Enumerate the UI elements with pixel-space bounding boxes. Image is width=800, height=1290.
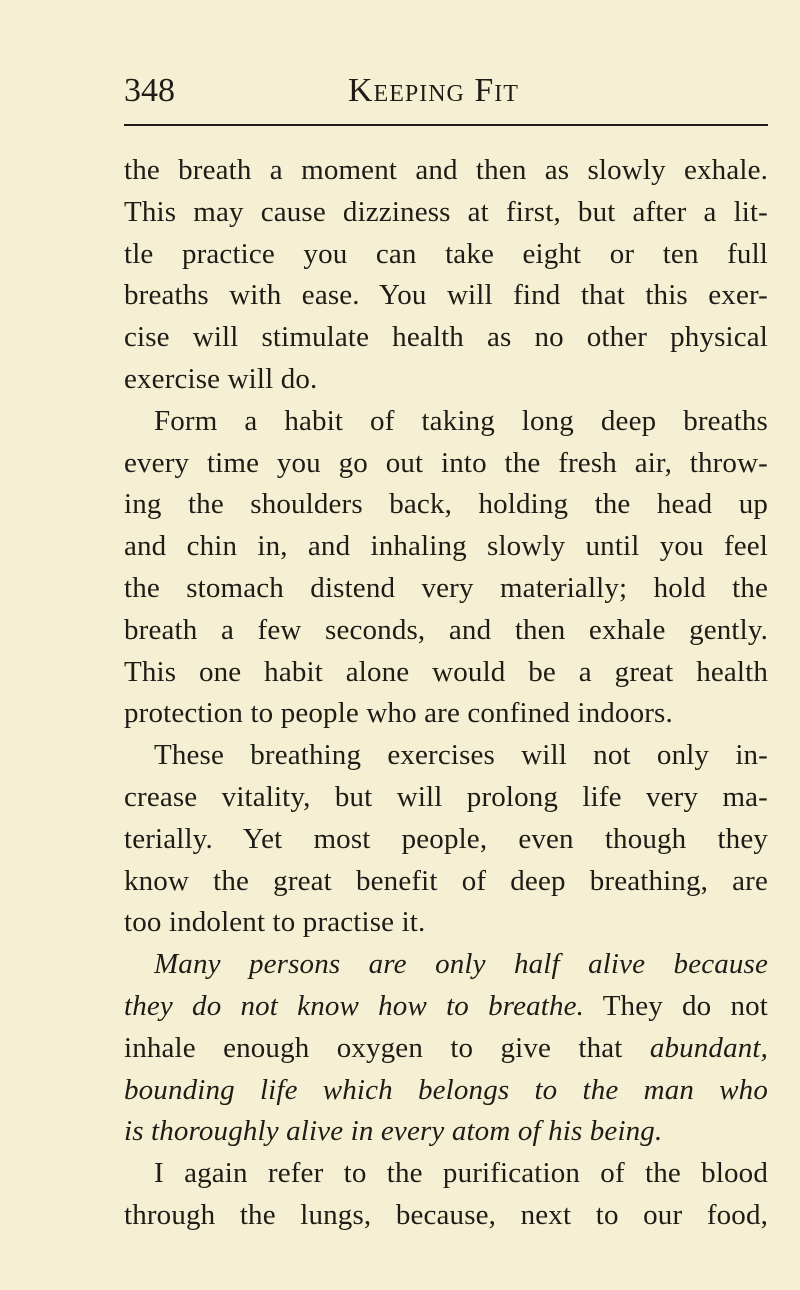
text-line: the breath a moment and then as slowly exhale.: [124, 154, 768, 186]
text-line: tle practice you can take eight or ten full: [124, 237, 768, 270]
text-line: Many persons are only half alive because: [154, 948, 768, 981]
page-number: 348: [124, 72, 175, 109]
text-line: breaths with ease. You will find that this exer-: [124, 279, 768, 312]
text-line: terially. Yet most people, even though they: [124, 822, 768, 855]
text-line: and chin in, and inhaling slowly until you feel: [124, 530, 768, 563]
text-line: they do not know how to breathe. They do not: [124, 989, 768, 1022]
text-line: every time you go out into the fresh air, throw-: [124, 446, 768, 479]
text-line: exercise will do.: [124, 362, 318, 395]
text-line: is thoroughly alive in every atom of his being.: [124, 1115, 663, 1148]
running-head: [124, 68, 768, 114]
text-line: through the lungs, because, next to our food,: [124, 1198, 768, 1231]
text-line: I again refer to the purification of the blood: [154, 1157, 768, 1190]
text-line: protection to people who are confined indoors.: [124, 697, 673, 730]
text-line: This one habit alone would be a great health: [124, 655, 768, 688]
text-line: These breathing exercises will not only in-: [154, 739, 768, 772]
text-line: Form a habit of taking long deep breaths: [154, 404, 768, 437]
text-line: know the great benefit of deep breathing, are: [124, 864, 768, 897]
text-line: the stomach distend very materially; hold the: [124, 571, 768, 604]
running-title: Keeping Fit: [348, 72, 519, 109]
header-rule: [124, 124, 768, 126]
text-line: too indolent to practise it.: [124, 906, 426, 939]
text-line: crease vitality, but will prolong life very ma-: [124, 780, 768, 813]
book-page: [124, 68, 768, 1248]
text-line: inhale enough oxygen to give that abundant,: [124, 1031, 768, 1064]
body-text: [124, 150, 768, 1237]
text-line: This may cause dizziness at first, but after a lit-: [124, 195, 768, 228]
text-line: breath a few seconds, and then exhale gently.: [124, 613, 768, 646]
text-line: bounding life which belongs to the man who: [124, 1073, 768, 1106]
text-line: ing the shoulders back, holding the head up: [124, 488, 768, 521]
text-line: cise will stimulate health as no other physical: [124, 321, 768, 354]
